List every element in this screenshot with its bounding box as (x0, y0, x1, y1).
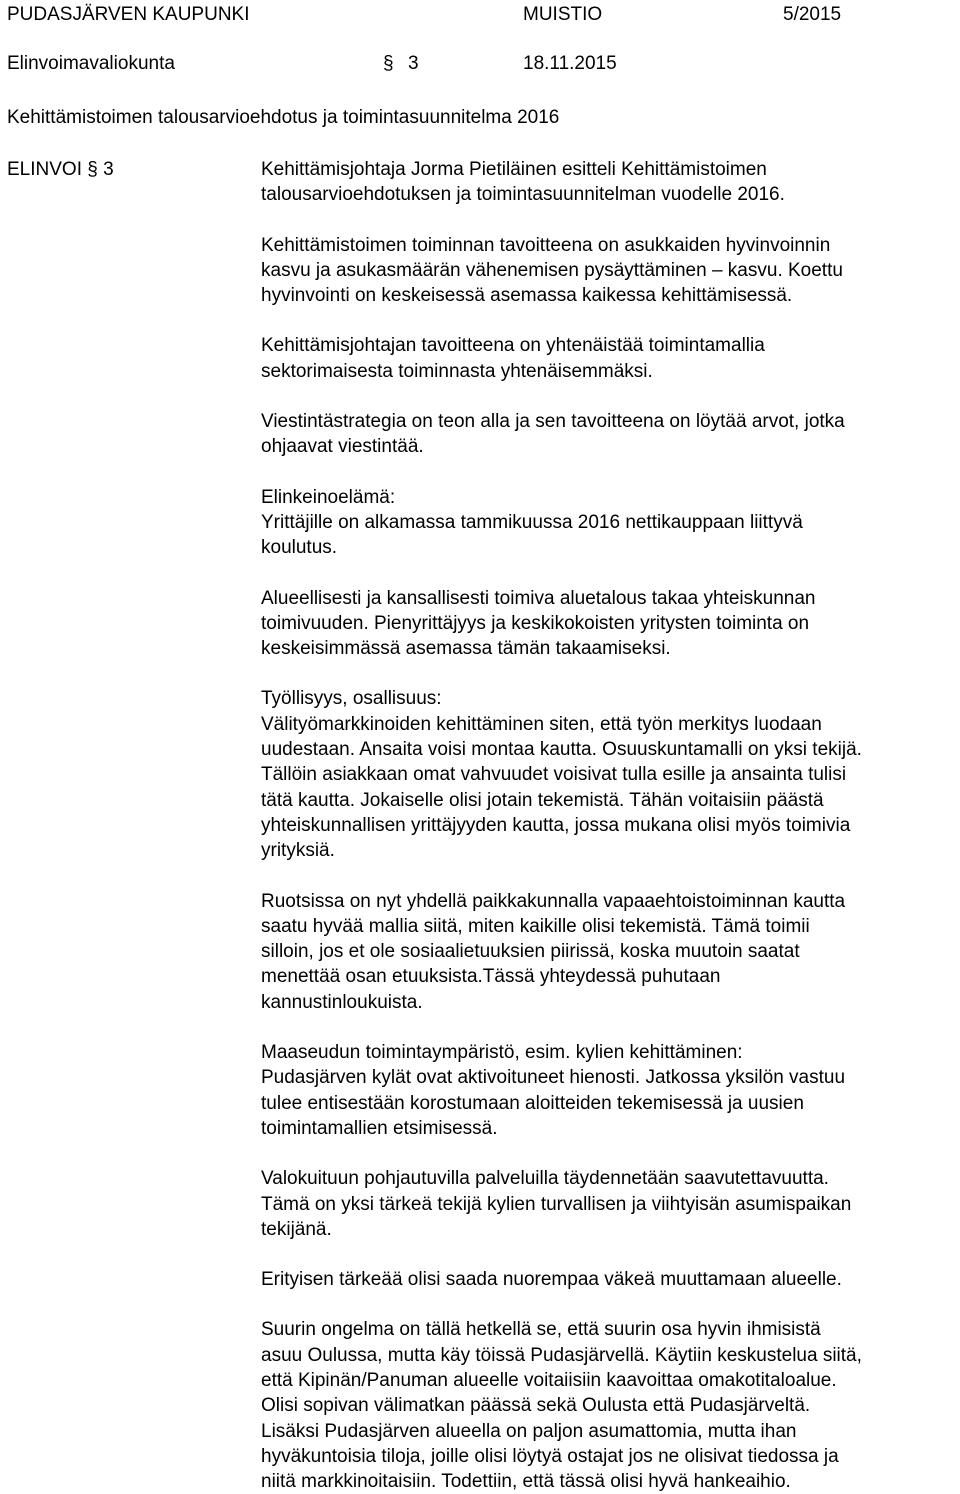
paragraph-line: ohjaavat viestintää. (261, 436, 424, 458)
header-committee: Elinvoimavaliokunta (7, 53, 175, 74)
paragraph-line: asuu Oulussa, mutta käy töissä Pudasjärvellä. Käytiin keskustelua siitä, (261, 1344, 862, 1366)
paragraph-line: sektorimaisesta toiminnasta yhtenäisemmäksi. (261, 360, 653, 382)
header-organization: PUDASJÄRVEN KAUPUNKI (7, 4, 250, 25)
paragraph-line: uudestaan. Ansaita voisi montaa kautta. Osuuskuntamalli on yksi tekijä. (261, 739, 862, 761)
paragraph-line: Ruotsissa on nyt yhdellä paikkakunnalla vapaaehtoistoiminnan kautta (261, 890, 846, 912)
paragraph-line: Kehittämisjohtajan tavoitteena on yhtenäistää toimintamallia (261, 335, 765, 357)
paragraph-line: Tämä on yksi tärkeä tekijä kylien turvallisen ja viihtyisän asumispaikan (261, 1193, 852, 1215)
paragraph-line: yhteiskunnallisen yrittäjyyden kautta, jossa mukana olisi myös toimivia (261, 814, 851, 836)
paragraph-line: Kehittämisjohtaja Jorma Pietiläinen esitteli Kehittämistoimen (261, 159, 767, 180)
paragraph-line: toimintamallien etsimisessä. (261, 1117, 498, 1139)
paragraph-line: tulee entisestään korostumaan aloitteiden tekemisessä ja uusien (261, 1092, 804, 1114)
memo-paragraph (261, 1317, 953, 1494)
memo-paragraph (261, 1040, 953, 1141)
paragraph-line: kasvu ja asukasmäärän vähenemisen pysäyttäminen – kasvu. Koettu (261, 259, 843, 281)
section-number: 3 (103, 159, 114, 180)
section-symbol: § (87, 159, 98, 180)
paragraph-line: niitä markkinoitaisiin. Todettiin, että tässä olisi hyvä hankeaihio. (261, 1471, 791, 1493)
memo-paragraph (261, 1166, 953, 1242)
header-date: 18.11.2015 (523, 53, 617, 74)
paragraph-line: koulutus. (261, 537, 338, 559)
paragraph-line: Lisäksi Pudasjärven alueella on paljon asumattomia, mutta ihan (261, 1420, 797, 1442)
memo-paragraph (261, 686, 953, 863)
memo-paragraph (261, 157, 953, 208)
paragraph-line: Kehittämistoimen toiminnan tavoitteena on asukkaiden hyvinvoinnin (261, 234, 831, 256)
memo-paragraph (261, 1267, 953, 1292)
paragraph-line: hyvinvointi on keskeisessä asemassa kaikessa kehittämisessä. (261, 285, 793, 307)
header-document-number: 5/2015 (783, 4, 842, 25)
paragraph-line: silloin, jos et ole sosiaalietuuksien piirissä, koska muutoin saatat (261, 941, 800, 963)
paragraph-line: saatu hyvää mallia siitä, miten kaikille olisi tekemistä. Tämä toimii (261, 915, 810, 937)
paragraph-line: Alueellisesti ja kansallisesti toimiva aluetalous takaa yhteiskunnan (261, 587, 816, 609)
memo-body (261, 157, 953, 1494)
memo-paragraph (261, 485, 953, 561)
memo-paragraph (261, 233, 953, 309)
agenda-title: Kehittämistoimen talousarvioehdotus ja toimintasuunnitelma 2016 (7, 107, 560, 128)
memo-paragraph (261, 889, 953, 1015)
paragraph-line: tekijänä. (261, 1218, 332, 1240)
paragraph-line: talousarvioehdotuksen ja toimintasuunnitelman vuodelle 2016. (261, 184, 785, 206)
paragraph-line: keskeisimmässä asemassa tämän takaamiseksi. (261, 638, 671, 660)
paragraph-line: Maaseudun toimintaympäristö, esim. kylien kehittäminen: (261, 1042, 743, 1064)
paragraph-line: Pudasjärven kylät ovat aktivoituneet hienosti. Jatkossa yksilön vastuu (261, 1067, 846, 1089)
paragraph-line: toimivuuden. Pienyrittäjyys ja keskikokoisten yritysten toiminta on (261, 612, 810, 634)
paragraph-line: että Kipinän/Panuman alueelle voitaiisiin kaavoittaa omakotitaloalue. (261, 1369, 837, 1391)
paragraph-line: Olisi sopivan välimatkan päässä sekä Oulusta että Pudasjärveltä. (261, 1395, 811, 1417)
header-page: 3 (408, 53, 419, 74)
section-reference (7, 157, 114, 182)
paragraph-line: kannustinloukuista. (261, 991, 423, 1013)
paragraph-line: Yrittäjille on alkamassa tammikuussa 2016 nettikauppaan liittyvä (261, 511, 803, 533)
paragraph-line: tätä kautta. Jokaiselle olisi jotain tekemistä. Tähän voitaisiin päästä (261, 789, 824, 811)
header-document-type: MUISTIO (523, 4, 603, 25)
paragraph-line: Välityömarkkinoiden kehittäminen siten, että työn merkitys luodaan (261, 713, 822, 735)
paragraph-line: Suurin ongelma on tällä hetkellä se, että suurin osa hyvin ihmisistä (261, 1319, 821, 1341)
paragraph-line: Erityisen tärkeää olisi saada nuorempaa väkeä muuttamaan alueelle. (261, 1269, 842, 1291)
memo-paragraph (261, 586, 953, 662)
paragraph-line: Elinkeinoelämä: (261, 486, 396, 508)
paragraph-line: Viestintästrategia on teon alla ja sen tavoitteena on löytää arvot, jotka (261, 411, 845, 433)
paragraph-line: menettää osan etuuksista.Tässä yhteydessä puhutaan (261, 966, 721, 988)
memo-paragraph (261, 333, 953, 384)
paragraph-line: yrityksiä. (261, 840, 335, 862)
paragraph-line: Valokuituun pohjautuvilla palveluilla täydennetään saavutettavuutta. (261, 1168, 829, 1190)
paragraph-line: Työllisyys, osallisuus: (261, 688, 442, 710)
memo-paragraph (261, 409, 953, 460)
header-section-symbol: § (383, 53, 394, 74)
section-label: ELINVOI (7, 159, 82, 180)
paragraph-line: hyväkuntoisia tiloja, joille olisi löytyä ostajat jos ne olisivat tiedossa ja (261, 1445, 839, 1467)
paragraph-line: Tällöin asiakkaan omat vahvuudet voisivat tulla esille ja ansainta tulisi (261, 764, 847, 786)
